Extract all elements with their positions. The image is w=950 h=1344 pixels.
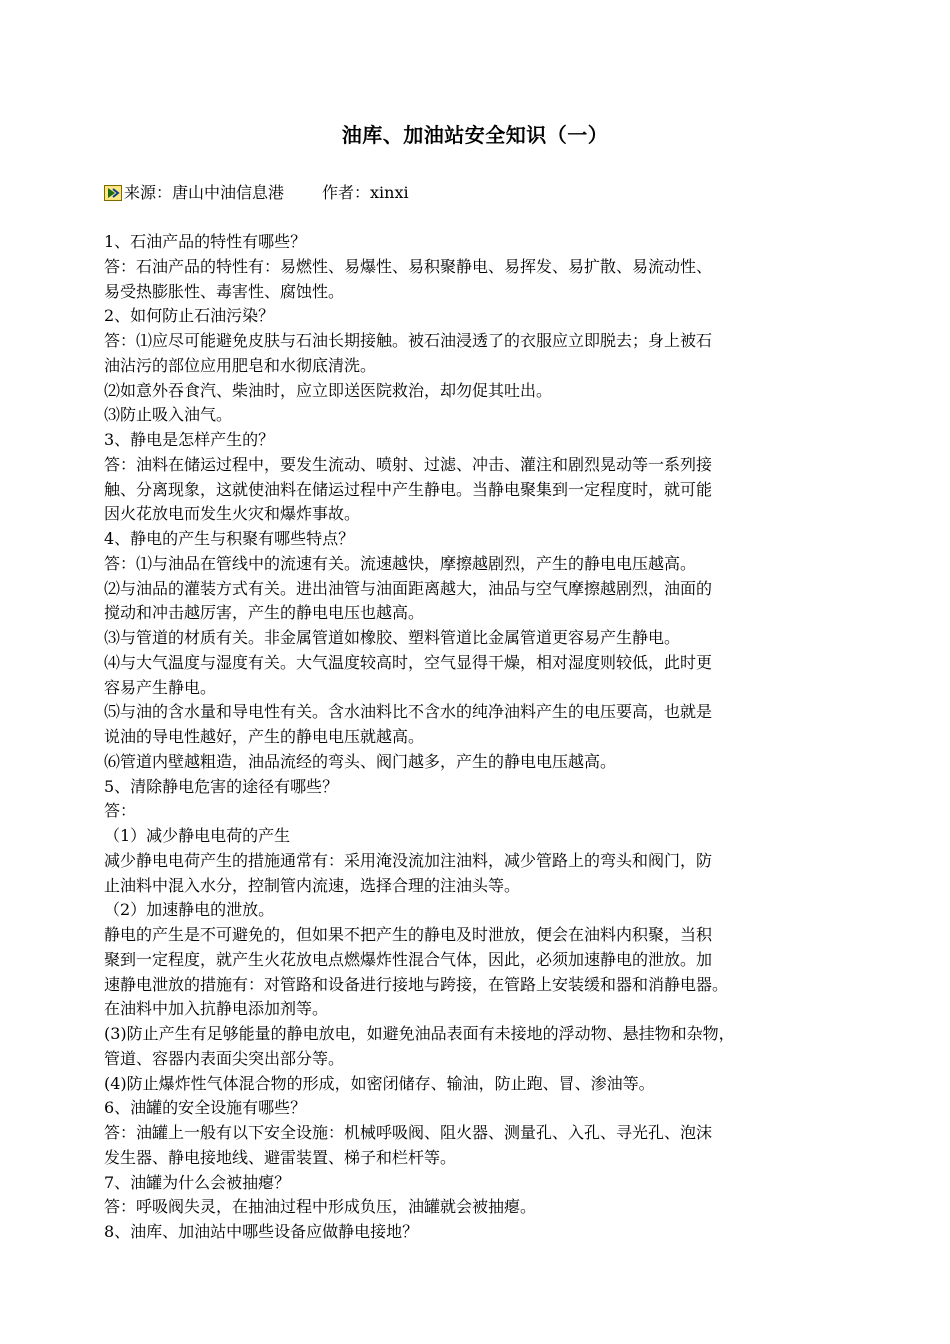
body-line: ⑸与油的含水量和导电性有关。含水油料比不含水的纯净油料产生的电压要高，也就是	[104, 702, 713, 722]
body-line: 答：呼吸阀失灵，在抽油过程中形成负压，油罐就会被抽瘪。	[104, 1197, 537, 1217]
arrow-icon	[104, 185, 122, 201]
source-label: 来源：唐山中油信息港	[124, 183, 285, 202]
body-line: 7、油罐为什么会被抽瘪？	[104, 1172, 291, 1192]
body-line: 速静电泄放的措施有：对管路和设备进行接地与跨接，在管路上安装缓和器和消静电器。	[104, 974, 729, 994]
body-line: (4)防止爆炸性气体混合物的形成，如密闭储存、输油，防止跑、冒、渗油等。	[104, 1073, 655, 1093]
body-line: 止油料中混入水分，控制管内流速，选择合理的注油头等。	[104, 875, 521, 895]
body-line: 聚到一定程度，就产生火花放电点燃爆炸性混合气体，因此，必须加速静电的泄放。加	[104, 949, 713, 969]
author-label: 作者：xinxi	[322, 183, 409, 202]
body-line: 2、如何防止石油污染？	[104, 306, 275, 326]
body-line: 发生器、静电接地线、避雷装置、梯子和栏杆等。	[104, 1147, 457, 1167]
body-line: 油沾污的部位应用肥皂和水彻底清洗。	[104, 355, 377, 375]
body-line: （1）减少静电电荷的产生	[104, 826, 291, 845]
body-line: ⑶与管道的材质有关。非金属管道如橡胶、塑料管道比金属管道更容易产生静电。	[104, 628, 681, 647]
body-line: 3、静电是怎样产生的？	[104, 430, 275, 449]
body-line: 搅动和冲击越厉害，产生的静电电压也越高。	[104, 603, 425, 623]
body-line: 说油的导电性越好，产生的静电电压就越高。	[104, 727, 425, 746]
body-line: 容易产生静电。	[104, 677, 217, 697]
body-line: ⑵如意外吞食汽、柴油时，应立即送医院救治，却勿促其吐出。	[104, 380, 553, 400]
body-line: 1、石油产品的特性有哪些？	[104, 232, 307, 251]
body-line: 答：⑴应尽可能避免皮肤与石油长期接触。被石油浸透了的衣服应立即脱去；身上被石	[104, 331, 713, 350]
body-line: 答：油罐上一般有以下安全设施：机械呼吸阀、阻火器、测量孔、入孔、寻光孔、泡沫	[104, 1123, 713, 1142]
body-line: 答：油料在储运过程中，要发生流动、喷射、过滤、冲击、灌注和剧烈晃动等一系列接	[104, 454, 713, 474]
body-line: 答：石油产品的特性有：易燃性、易爆性、易积聚静电、易挥发、易扩散、易流动性、	[104, 256, 713, 276]
body-line: （2）加速静电的泄放。	[104, 900, 275, 920]
body-line: 4、静电的产生与积聚有哪些特点？	[104, 529, 355, 548]
body-line: 管道、容器内表面尖突出部分等。	[104, 1048, 345, 1068]
body-line: 答：	[104, 801, 137, 821]
body-line: 易受热膨胀性、毒害性、腐蚀性。	[104, 281, 345, 301]
body-line: ⑷与大气温度与湿度有关。大气温度较高时，空气显得干燥，相对湿度则较低，此时更	[104, 652, 713, 672]
body-line: 静电的产生是不可避免的，但如果不把产生的静电及时泄放，便会在油料内积聚，当积	[104, 925, 713, 944]
body-line: ⑶防止吸入油气。	[104, 405, 233, 425]
body-line: ⑹管道内壁越粗造，油品流经的弯头、阀门越多，产生的静电电压越高。	[104, 751, 617, 771]
body-line: 在油料中加入抗静电添加剂等。	[104, 999, 329, 1019]
body-line: 6、油罐的安全设施有哪些？	[104, 1098, 307, 1118]
body-line: 5、清除静电危害的途径有哪些？	[104, 776, 339, 796]
body-line: 因火花放电而发生火灾和爆炸事故。	[104, 504, 361, 524]
body-line: 减少静电电荷产生的措施通常有：采用淹没流加注油料，减少管路上的弯头和阀门，防	[104, 850, 713, 870]
body-line: ⑵与油品的灌装方式有关。进出油管与油面距离越大，油品与空气摩擦越剧烈，油面的	[104, 578, 713, 598]
body-line: 8、油库、加油站中哪些设备应做静电接地？	[104, 1222, 419, 1241]
body-line: 触、分离现象，这就使油料在储运过程中产生静电。当静电聚集到一定程度时，就可能	[104, 479, 713, 499]
document-body	[104, 230, 856, 1245]
document-meta	[104, 180, 409, 206]
body-line: 答：⑴与油品在管线中的流速有关。流速越快，摩擦越剧烈，产生的静电电压越高。	[104, 553, 697, 573]
document-title: 油库、加油站安全知识（一）	[341, 123, 609, 147]
body-line: (3)防止产生有足够能量的静电放电，如避免油品表面有未接地的浮动物、悬挂物和杂物，	[104, 1024, 735, 1043]
